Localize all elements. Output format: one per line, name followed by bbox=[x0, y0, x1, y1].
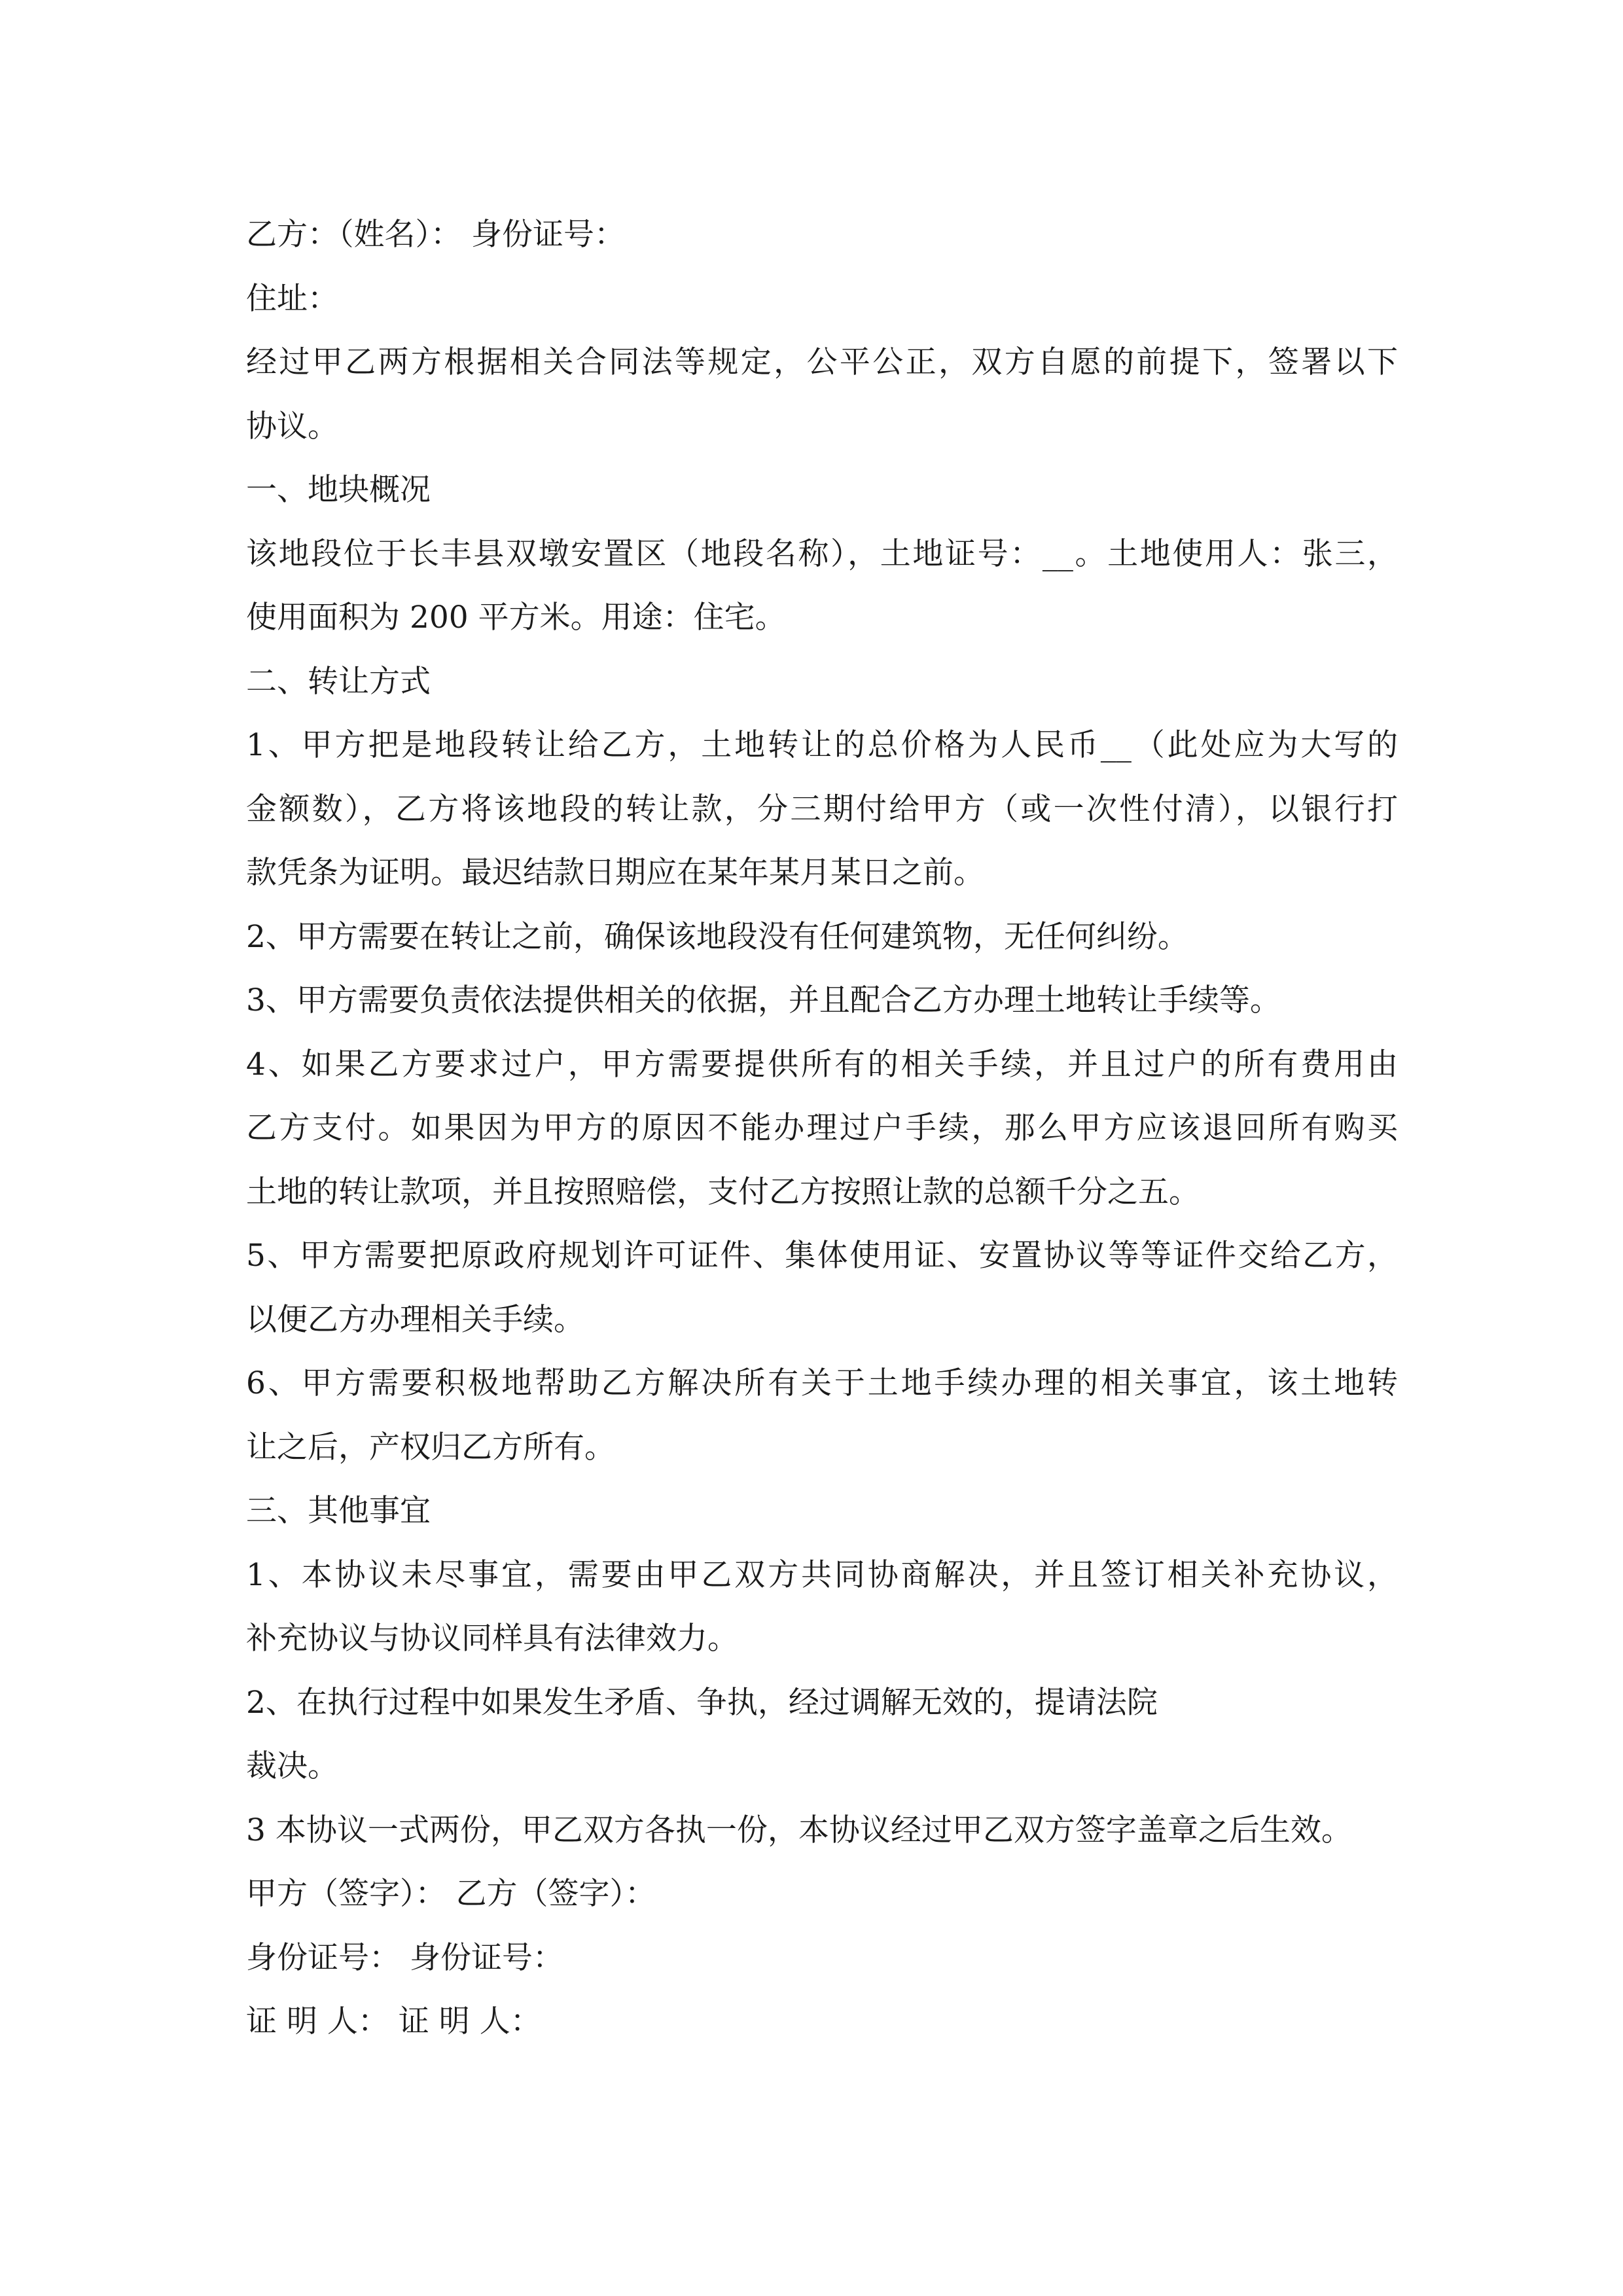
section-heading-land-overview: 一、地块概况 bbox=[246, 472, 431, 508]
clause-2-5-line-2: 以便乙方办理相关手续。 bbox=[246, 1301, 584, 1338]
clause-2-1-line-2: 金额数），乙方将该地段的转让款，分三期付给甲方（或一次性付清），以银行打 bbox=[246, 791, 1398, 827]
clause-2-6-line-1: 6、甲方需要积极地帮助乙方解决所有关于土地手续办理的相关事宜，该土地转 bbox=[246, 1365, 1398, 1401]
clause-2-5-line-1: 5、甲方需要把原政府规划许可证件、集体使用证、安置协议等等证件交给乙方， bbox=[246, 1238, 1398, 1274]
clause-3-1-line-1: 1、本协议未尽事宜，需要由甲乙双方共同协商解决，并且签订相关补充协议， bbox=[246, 1556, 1398, 1593]
clause-2-2: 2、甲方需要在转让之前，确保该地段没有任何建筑物，无任何纠纷。 bbox=[246, 918, 1188, 955]
party-b-address-line: 住址： bbox=[246, 280, 338, 317]
clause-2-1-line-3: 款凭条为证明。最迟结款日期应在某年某月某日之前。 bbox=[246, 855, 984, 891]
clause-3-2-line-1: 2、在执行过程中如果发生矛盾、争执，经过调解无效的，提请法院 bbox=[246, 1684, 1158, 1721]
clause-3-3: 3 本协议一式两份，甲乙双方各执一份，本协议经过甲乙双方签字盖章之后生效。 bbox=[246, 1812, 1352, 1848]
land-overview-line-2: 使用面积为 200 平方米。用途：住宅。 bbox=[246, 600, 786, 636]
clause-3-2-line-2: 裁决。 bbox=[246, 1748, 338, 1784]
section-heading-other-matters: 三、其他事宜 bbox=[246, 1493, 431, 1529]
clause-2-4-line-1: 4、如果乙方要求过户，甲方需要提供所有的相关手续，并且过户的所有费用由 bbox=[246, 1046, 1398, 1083]
signature-line: 甲方（签字）： 乙方（签字）： bbox=[246, 1876, 656, 1912]
land-overview-line-1: 该地段位于长丰县双墩安置区（地段名称），土地证号：__。土地使用人：张三， bbox=[246, 535, 1398, 572]
document-body bbox=[246, 203, 1398, 2054]
id-number-line: 身份证号： 身份证号： bbox=[246, 1939, 563, 1976]
clause-2-3: 3、甲方需要负责依法提供相关的依据，并且配合乙方办理土地转让手续等。 bbox=[246, 982, 1281, 1018]
preamble-line-1: 经过甲乙两方根据相关合同法等规定，公平公正，双方自愿的前提下，签署以下 bbox=[246, 344, 1398, 380]
clause-3-1-line-2: 补充协议与协议同样具有法律效力。 bbox=[246, 1621, 738, 1657]
clause-2-4-line-3: 土地的转让款项，并且按照赔偿，支付乙方按照让款的总额千分之五。 bbox=[246, 1174, 1200, 1210]
clause-2-4-line-2: 乙方支付。如果因为甲方的原因不能办理过户手续，那么甲方应该退回所有购买 bbox=[246, 1110, 1398, 1146]
clause-2-1-line-1: 1、甲方把是地段转让给乙方，土地转让的总价格为人民币__（此处应为大写的 bbox=[246, 727, 1398, 763]
preamble-line-2: 协议。 bbox=[246, 408, 338, 444]
section-heading-transfer-method: 二、转让方式 bbox=[246, 663, 431, 700]
party-b-name-line: 乙方：（姓名）： 身份证号： bbox=[246, 217, 625, 253]
clause-2-6-line-2: 让之后，产权归乙方所有。 bbox=[246, 1429, 615, 1465]
witness-line: 证 明 人： 证 明 人： bbox=[246, 2003, 541, 2039]
